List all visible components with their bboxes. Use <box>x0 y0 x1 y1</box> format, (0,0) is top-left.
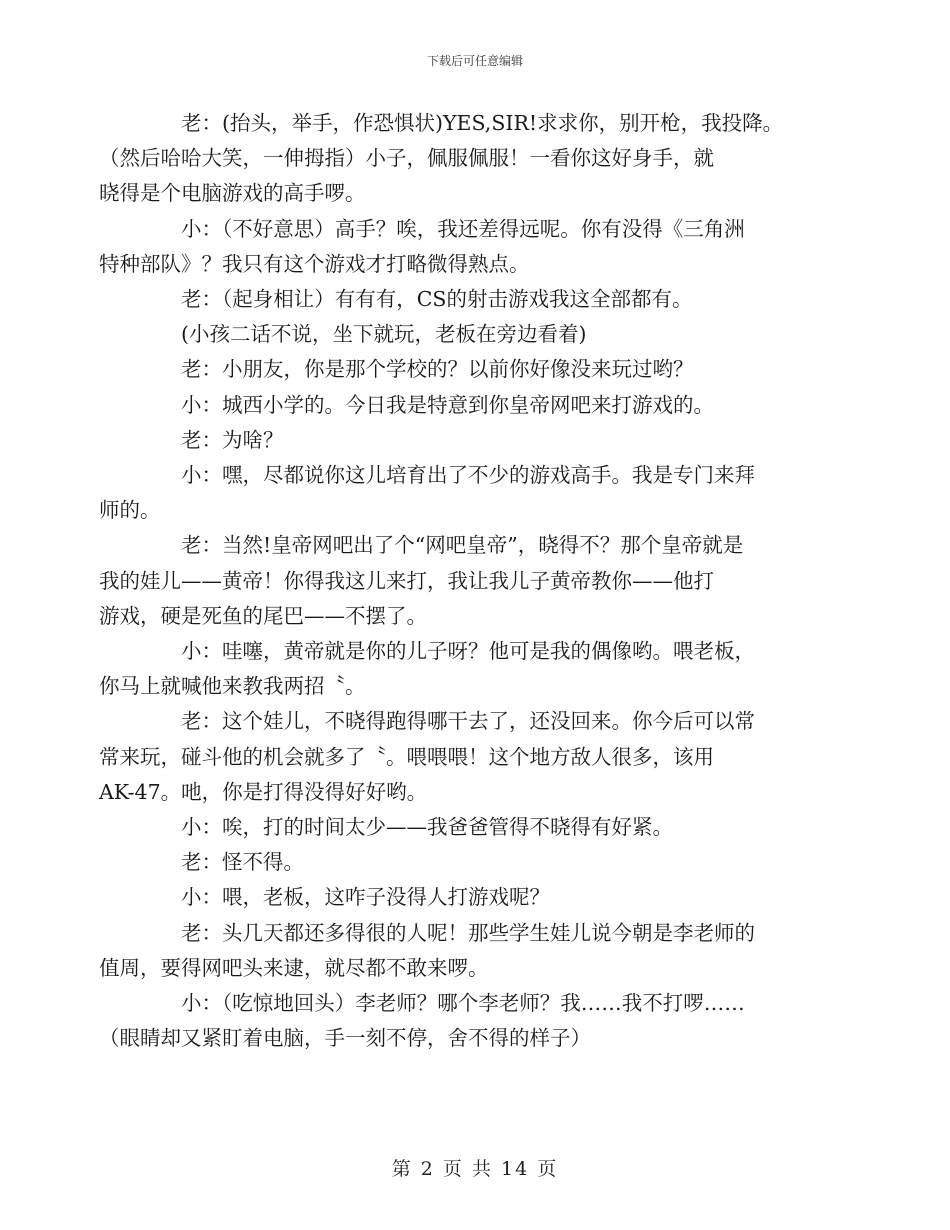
text-line: 小：（吃惊地回头）李老师？哪个李老师？我……我不打啰…… <box>181 991 745 1016</box>
page-header: 下载后可任意编辑 <box>426 54 523 68</box>
text-line: 老：（起身相让）有有有，CS的射击游戏我这全部都有。 <box>181 287 693 312</box>
text-line: 小：嘿，尽都说你这儿培育出了不少的游戏高手。我是专门来拜 <box>181 463 755 488</box>
text-line: 老：头几天都还多得很的人呢！那些学生娃儿说今朝是李老师的 <box>181 920 755 945</box>
dialogue-paragraph <box>140 352 820 387</box>
dialogue-paragraph <box>140 880 820 915</box>
text-line: 师的。 <box>99 498 161 523</box>
text-line: 晓得是个电脑游戏的高手啰。 <box>99 181 366 206</box>
text-line: 常来玩，碰斗他的机会就多了〝。喂喂喂！这个地方敌人很多，该用 <box>99 744 714 769</box>
document-body <box>99 106 820 1056</box>
dialogue-paragraph <box>99 106 820 212</box>
text-line: 我的娃儿——黄帝！你得我这儿来打，我让我儿子黄帝教你——他打 <box>99 568 714 593</box>
text-line: 小：唉，打的时间太少——我爸爸管得不晓得有好紧。 <box>181 815 673 840</box>
text-line: 你马上就喊他来教我两招〝。 <box>99 674 366 699</box>
dialogue-paragraph <box>99 986 820 1056</box>
dialogue-paragraph <box>140 810 820 845</box>
text-line: AK-47。吔，你是打得没得好好哟。 <box>99 779 428 804</box>
text-line: 小：城西小学的。今日我是特意到你皇帝网吧来打游戏的。 <box>181 392 714 417</box>
dialogue-paragraph <box>140 388 820 423</box>
text-line: 老：怪不得。 <box>181 850 304 875</box>
dialogue-paragraph <box>99 916 820 986</box>
text-line: 老：(抬头，举手，作恐惧状)YES,SIR!求求你，别开枪，我投降。 <box>181 111 784 135</box>
page-footer: 第 2 页 共 14 页 <box>391 1158 559 1180</box>
dialogue-paragraph <box>99 212 820 282</box>
dialogue-paragraph <box>99 528 820 634</box>
text-line: 小：哇噻，黄帝就是你的儿子呀？他可是我的偶像哟。喂老板， <box>181 639 755 664</box>
text-line: 老：为啥？ <box>181 427 284 452</box>
text-line: 小：喂，老板，这咋子没得人打游戏呢？ <box>181 885 550 910</box>
dialogue-paragraph <box>99 704 820 810</box>
dialogue-paragraph <box>140 423 820 458</box>
dialogue-paragraph <box>140 317 820 352</box>
text-line: 老：当然!皇帝网吧出了个“网吧皇帝”，晓得不？那个皇帝就是 <box>181 533 744 558</box>
text-line: 小：（不好意思）高手？唉，我还差得远呢。你有没得《三角洲 <box>181 216 745 241</box>
text-line: （眼睛却又紧盯着电脑，手一刻不停，舍不得的样子） <box>99 1026 591 1051</box>
text-line: 特种部队》？我只有这个游戏才打略微得熟点。 <box>99 251 530 276</box>
text-line: 老：小朋友，你是那个学校的？以前你好像没来玩过哟？ <box>181 357 694 382</box>
text-line: 值周，要得网吧头来逮，就尽都不敢来啰。 <box>99 955 489 980</box>
dialogue-paragraph <box>140 845 820 880</box>
text-line: 老：这个娃儿，不晓得跑得哪干去了，还没回来。你今后可以常 <box>181 709 755 734</box>
dialogue-paragraph <box>99 634 820 704</box>
text-line: （然后哈哈大笑，一伸拇指）小子，佩服佩服！一看你这好身手，就 <box>99 146 714 171</box>
text-line: (小孩二话不说，坐下就玩，老板在旁边看着) <box>181 322 587 347</box>
text-line: 游戏，硬是死鱼的尾巴——不摆了。 <box>99 603 427 628</box>
dialogue-paragraph <box>99 458 820 528</box>
dialogue-paragraph <box>140 282 820 317</box>
